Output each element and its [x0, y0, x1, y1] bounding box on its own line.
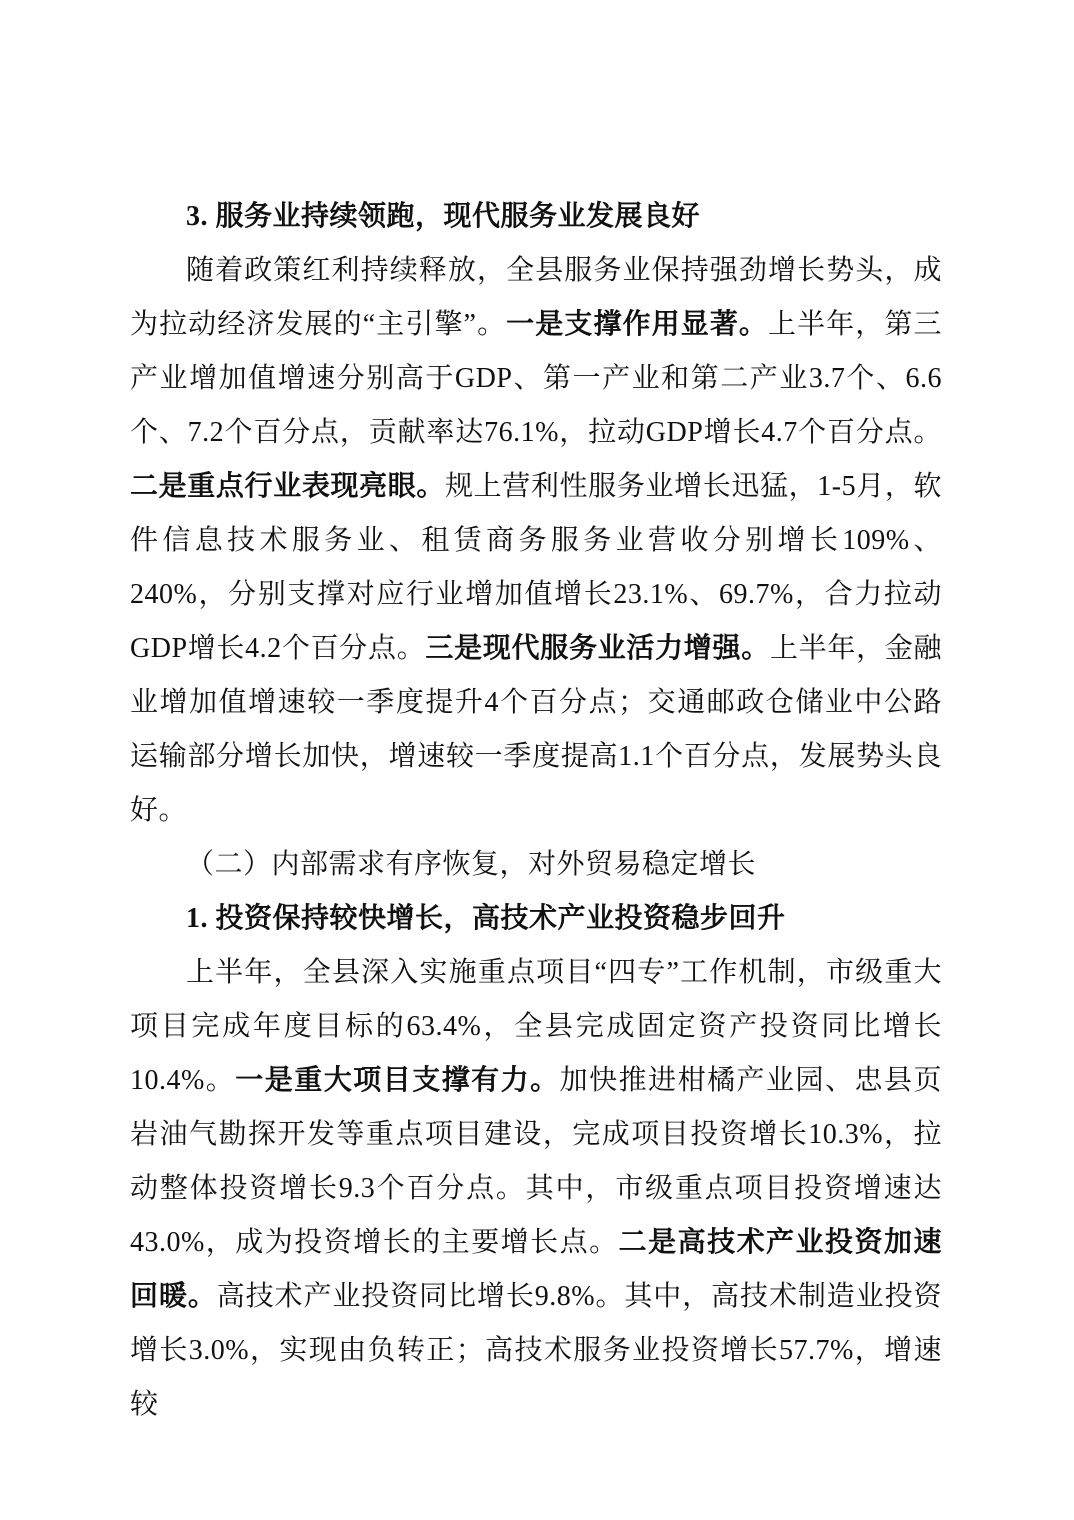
subsection-1-paragraph [130, 946, 942, 1432]
bold-lead-phrase: 二是重点行业表现亮眼。 [130, 471, 445, 502]
paragraph-text: 加快推进柑橘产业园、忠县页岩油气勘探开发等重点项目建设，完成项目投资增长10.3%，拉动整体投资增长9.3个百分点。其中，市级重点项目投资增速达43.0%，成为投资增长的主要增长点。 [130, 1065, 942, 1258]
paragraph-text: 上半年，全县深入实施重点项目“四专”工作机制，市级重大项目完成年度目标的63.4%，全县完成固定资产投资同比增长10.4%。 [130, 957, 942, 1096]
section-3-paragraph [130, 244, 942, 838]
paragraph-text: 上半年，第三产业增加值增速分别高于GDP、第一产业和第二产业3.7个、6.6个、7.2个百分点，贡献率达76.1%，拉动GDP增长4.7个百分点。 [130, 309, 942, 448]
document-body [130, 190, 942, 1432]
section-two-heading: （二）内部需求有序恢复，对外贸易稳定增长 [186, 849, 757, 880]
paragraph-text: 规上营利性服务业增长迅猛，1-5月，软件信息技术服务业、租赁商务服务业营收分别增长109%、240%，分别支撑对应行业增加值增长23.1%、69.7%，合力拉动GDP增长4.2个百分点。 [130, 471, 942, 664]
paragraph-text: 随着政策红利持续释放，全县服务业保持强劲增长势头，成为拉动经济发展的“主引擎”。 [130, 255, 942, 340]
bold-lead-phrase: 一是重大项目支撑有力。 [235, 1065, 560, 1096]
paragraph-text: 上半年，金融业增加值增速较一季度提升4个百分点；交通邮政仓储业中公路运输部分增长加快，增速较一季度提高1.1个百分点，发展势头良好。 [130, 633, 942, 826]
paragraph-text: 高技术产业投资同比增长9.8%。其中，高技术制造业投资增长3.0%，实现由负转正；高技术服务业投资增长57.7%，增速较 [130, 1281, 942, 1420]
bold-lead-phrase: 一是支撑作用显著。 [506, 309, 769, 340]
bold-lead-phrase: 三是现代服务业活力增强。 [425, 633, 770, 664]
bold-lead-phrase: 二是高技术产业投资加速回暖。 [130, 1227, 942, 1312]
subsection-1-heading: 1. 投资保持较快增长，高技术产业投资稳步回升 [186, 903, 786, 934]
section-3-heading: 3. 服务业持续领跑，现代服务业发展良好 [186, 201, 701, 232]
